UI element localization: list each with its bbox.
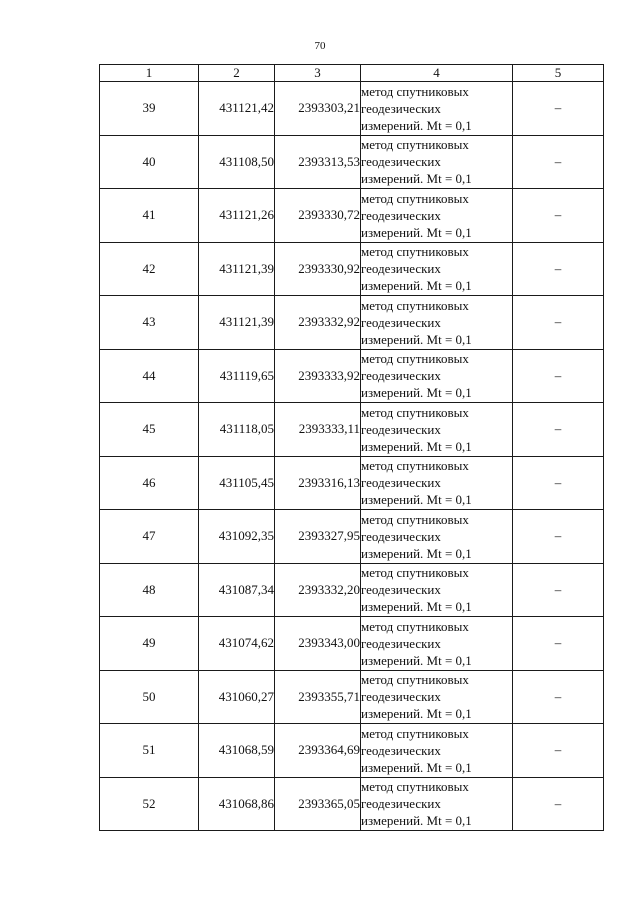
point-number-cell: 42 xyxy=(100,242,199,296)
header-col-4: 4 xyxy=(361,65,513,82)
column-5-cell: – xyxy=(513,617,604,671)
method-line: геодезических xyxy=(361,689,441,705)
x-coordinate-cell: 431108,50 xyxy=(199,135,275,189)
point-number-cell: 52 xyxy=(100,777,199,831)
column-5-cell: – xyxy=(513,510,604,564)
y-coordinate-cell: 2393333,11 xyxy=(275,403,361,457)
y-coordinate-cell: 2393327,95 xyxy=(275,510,361,564)
method-line: геодезических xyxy=(361,796,441,812)
method-line: геодезических xyxy=(361,475,441,491)
y-coordinate-cell: 2393332,20 xyxy=(275,563,361,617)
point-number-cell: 49 xyxy=(100,617,199,671)
method-cell xyxy=(361,510,513,564)
method-line: геодезических xyxy=(361,582,441,598)
method-line: измерений. Mt = 0,1 xyxy=(361,385,472,401)
method-cell xyxy=(361,456,513,510)
method-line: измерений. Mt = 0,1 xyxy=(361,224,472,240)
method-line: метод спутниковых xyxy=(361,779,469,795)
x-coordinate-cell: 431119,65 xyxy=(199,349,275,403)
method-line: геодезических xyxy=(361,421,441,437)
method-cell xyxy=(361,296,513,350)
table-row xyxy=(100,242,604,296)
header-row xyxy=(100,65,604,82)
x-coordinate-cell: 431121,39 xyxy=(199,242,275,296)
point-number-cell: 46 xyxy=(100,456,199,510)
coordinates-table xyxy=(99,64,604,831)
method-cell xyxy=(361,189,513,243)
y-coordinate-cell: 2393332,92 xyxy=(275,296,361,350)
method-cell xyxy=(361,724,513,778)
method-line: геодезических xyxy=(361,261,441,277)
method-line: метод спутниковых xyxy=(361,137,469,153)
method-line: измерений. Mt = 0,1 xyxy=(361,599,472,615)
table-header xyxy=(100,65,604,82)
x-coordinate-cell: 431118,05 xyxy=(199,403,275,457)
header-col-1: 1 xyxy=(100,65,199,82)
x-coordinate-cell: 431087,34 xyxy=(199,563,275,617)
point-number-cell: 43 xyxy=(100,296,199,350)
column-5-cell: – xyxy=(513,296,604,350)
method-line: метод спутниковых xyxy=(361,725,469,741)
header-col-2: 2 xyxy=(199,65,275,82)
column-5-cell: – xyxy=(513,189,604,243)
x-coordinate-cell: 431068,86 xyxy=(199,777,275,831)
y-coordinate-cell: 2393303,21 xyxy=(275,82,361,136)
method-line: измерений. Mt = 0,1 xyxy=(361,759,472,775)
point-number-cell: 40 xyxy=(100,135,199,189)
point-number-cell: 39 xyxy=(100,82,199,136)
method-cell xyxy=(361,617,513,671)
y-coordinate-cell: 2393365,05 xyxy=(275,777,361,831)
method-line: метод спутниковых xyxy=(361,565,469,581)
method-cell xyxy=(361,135,513,189)
table-row xyxy=(100,403,604,457)
column-5-cell: – xyxy=(513,135,604,189)
method-line: геодезических xyxy=(361,368,441,384)
y-coordinate-cell: 2393343,00 xyxy=(275,617,361,671)
method-line: измерений. Mt = 0,1 xyxy=(361,438,472,454)
table-row xyxy=(100,670,604,724)
column-5-cell: – xyxy=(513,242,604,296)
table-row xyxy=(100,563,604,617)
method-cell xyxy=(361,403,513,457)
method-line: геодезических xyxy=(361,742,441,758)
method-line: измерений. Mt = 0,1 xyxy=(361,331,472,347)
y-coordinate-cell: 2393330,92 xyxy=(275,242,361,296)
column-5-cell: – xyxy=(513,563,604,617)
method-cell xyxy=(361,777,513,831)
column-5-cell: – xyxy=(513,670,604,724)
method-line: метод спутниковых xyxy=(361,618,469,634)
table-row xyxy=(100,456,604,510)
table-row xyxy=(100,189,604,243)
table-row xyxy=(100,510,604,564)
x-coordinate-cell: 431121,42 xyxy=(199,82,275,136)
point-number-cell: 44 xyxy=(100,349,199,403)
method-line: геодезических xyxy=(361,154,441,170)
point-number-cell: 51 xyxy=(100,724,199,778)
column-5-cell: – xyxy=(513,777,604,831)
method-line: геодезических xyxy=(361,528,441,544)
point-number-cell: 50 xyxy=(100,670,199,724)
point-number-cell: 48 xyxy=(100,563,199,617)
method-line: метод спутниковых xyxy=(361,672,469,688)
method-line: метод спутниковых xyxy=(361,297,469,313)
method-line: геодезических xyxy=(361,100,441,116)
table-row xyxy=(100,724,604,778)
y-coordinate-cell: 2393316,13 xyxy=(275,456,361,510)
method-line: метод спутниковых xyxy=(361,244,469,260)
table-row xyxy=(100,82,604,136)
method-line: метод спутниковых xyxy=(361,404,469,420)
header-col-5: 5 xyxy=(513,65,604,82)
method-line: измерений. Mt = 0,1 xyxy=(361,117,472,133)
x-coordinate-cell: 431121,39 xyxy=(199,296,275,350)
method-line: метод спутниковых xyxy=(361,458,469,474)
y-coordinate-cell: 2393330,72 xyxy=(275,189,361,243)
method-cell xyxy=(361,563,513,617)
point-number-cell: 47 xyxy=(100,510,199,564)
column-5-cell: – xyxy=(513,724,604,778)
y-coordinate-cell: 2393355,71 xyxy=(275,670,361,724)
method-line: геодезических xyxy=(361,635,441,651)
x-coordinate-cell: 431121,26 xyxy=(199,189,275,243)
column-5-cell: – xyxy=(513,403,604,457)
table-row xyxy=(100,777,604,831)
table-row xyxy=(100,349,604,403)
method-line: измерений. Mt = 0,1 xyxy=(361,545,472,561)
method-line: измерений. Mt = 0,1 xyxy=(361,492,472,508)
x-coordinate-cell: 431068,59 xyxy=(199,724,275,778)
x-coordinate-cell: 431074,62 xyxy=(199,617,275,671)
y-coordinate-cell: 2393333,92 xyxy=(275,349,361,403)
table-row xyxy=(100,135,604,189)
table-row xyxy=(100,296,604,350)
method-line: измерений. Mt = 0,1 xyxy=(361,813,472,829)
x-coordinate-cell: 431060,27 xyxy=(199,670,275,724)
page-number: 70 xyxy=(314,40,326,52)
column-5-cell: – xyxy=(513,349,604,403)
x-coordinate-cell: 431105,45 xyxy=(199,456,275,510)
method-cell xyxy=(361,670,513,724)
method-line: геодезических xyxy=(361,207,441,223)
method-line: метод спутниковых xyxy=(361,511,469,527)
method-line: измерений. Mt = 0,1 xyxy=(361,706,472,722)
header-col-3: 3 xyxy=(275,65,361,82)
y-coordinate-cell: 2393364,69 xyxy=(275,724,361,778)
method-cell xyxy=(361,349,513,403)
point-number-cell: 41 xyxy=(100,189,199,243)
method-line: измерений. Mt = 0,1 xyxy=(361,171,472,187)
method-line: геодезических xyxy=(361,314,441,330)
method-cell xyxy=(361,242,513,296)
point-number-cell: 45 xyxy=(100,403,199,457)
column-5-cell: – xyxy=(513,456,604,510)
y-coordinate-cell: 2393313,53 xyxy=(275,135,361,189)
method-line: метод спутниковых xyxy=(361,190,469,206)
method-line: метод спутниковых xyxy=(361,83,469,99)
method-line: измерений. Mt = 0,1 xyxy=(361,652,472,668)
x-coordinate-cell: 431092,35 xyxy=(199,510,275,564)
column-5-cell: – xyxy=(513,82,604,136)
method-line: измерений. Mt = 0,1 xyxy=(361,278,472,294)
table-row xyxy=(100,617,604,671)
method-line: метод спутниковых xyxy=(361,351,469,367)
method-cell xyxy=(361,82,513,136)
table-body xyxy=(100,82,604,831)
